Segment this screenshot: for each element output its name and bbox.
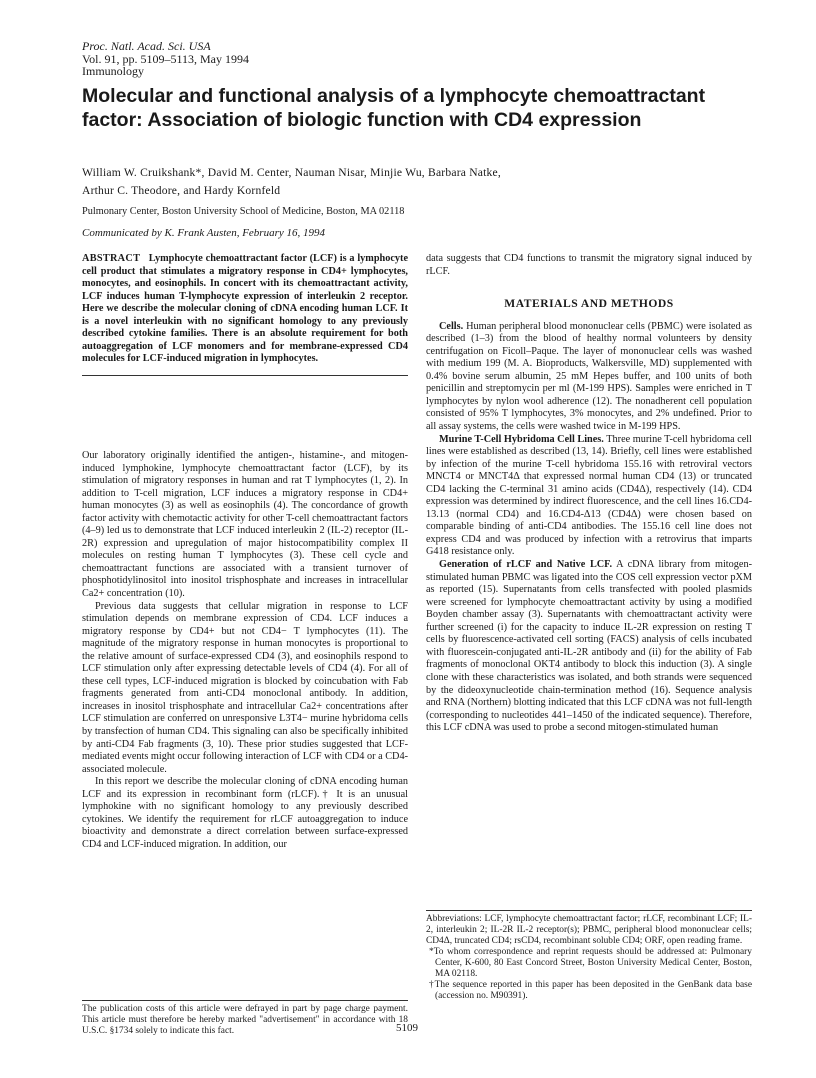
author-line-2: Arthur C. Theodore, and Hardy Kornfeld	[82, 184, 281, 197]
methods-paragraph-generation	[426, 559, 752, 735]
page-number: 5109	[396, 1022, 418, 1034]
author-line-1: William W. Cruikshank*, David M. Center, Nauman Nisar, Minjie Wu, Barbara Natke,	[82, 166, 501, 179]
run-in-heading: Cells.	[439, 320, 464, 332]
paragraph-text: Three murine T-cell hybridoma cell lines were established as described (13, 14). Briefly, cell lines were established by infection of the murine T-cell hybridoma 155.16 with retroviral vectors MNCT4 or MNCT4Δ that expressed normal human CD4 (13) or truncated CD4 lacking the C-terminal 31 amino acids (CD4Δ), respectively (14). CD4 expression was determined by indirect fluorescence, and the cell lines 16.CD4-13.13 (normal CD4) and 16.CD4-Δ13 (CD4Δ) were chosen based on comparable binding of anti-CD4 antibodies. The 155.16 cell line does not express CD4 and was produced by infection with a retrovirus that imparts G418 resistance only.	[426, 433, 752, 558]
journal-name: Proc. Natl. Acad. Sci. USA	[82, 39, 211, 53]
introduction	[82, 450, 408, 852]
paragraph-text: Human peripheral blood mononuclear cells (PBMC) were isolated as described (1–3) from the blood of healthy normal volunteers by density centrifugation on Ficoll–Paque. The layer of mononuclear cells was washed with medium 199 (M. A. Bioproducts, Walkersville, MD) supplemented with 0.4% bovine serum albumin, 25 mM Hepes buffer, and 100 units of both penicillin and streptomycin per ml (M-199 HPS). Samples were enriched in T lymphocytes by nylon wool adherence (12). The nonadherent cell population consisted of 95% T lymphocytes, 3% monocytes, and 2% undefined. Prior to all assay systems, the cells were washed twice in M-199 HPS.	[426, 320, 753, 433]
section-heading: MATERIALS AND METHODS	[504, 297, 674, 311]
abstract-text: Lymphocyte chemoattractant factor (LCF) is a lymphocyte cell product that stimulates a migratory response in CD4+ lymphocytes, monocytes, and eosinophils. In concert with its chemoattractant activity, LCF induces human T-lymphocyte expression of interleukin 2 receptor. Here we describe the molecular cloning of cDNA encoding human LCF. It is a novel interleukin with no significant homology to any previously described cytokine families. There is an absolute requirement for both autoaggregation of LCF monomers and for membrane-expressed CD4 molecules for LCF-induced migration in lymphocytes.	[82, 253, 409, 365]
communicated-by: Communicated by K. Frank Austen, February 16, 1994	[82, 227, 325, 239]
article-title: Molecular and functional analysis of a lymphocyte chemoattractant factor: Association of biologic function with CD4 expression	[82, 85, 706, 131]
footnote-correspondence: *To whom correspondence and reprint requests should be addressed at: Pulmonary Center, K-600, 80 East Concord Street, Boston University Medical Center, Boston, MA 02118.	[429, 947, 752, 979]
volume-info: Vol. 91, pp. 5109–5113, May 1994	[82, 51, 250, 66]
abstract	[82, 253, 408, 376]
journal-header	[82, 40, 249, 78]
section-name: Immunology	[82, 64, 144, 78]
abstract-label: ABSTRACT	[82, 253, 141, 264]
publication-cost-note: The publication costs of this article were defrayed in part by page charge payment. This article must therefore be hereby marked "advertisement" in accordance with 18 U.S.C. §1734 solely to indicate this fact.	[82, 1000, 408, 1037]
affiliation: Pulmonary Center, Boston University School of Medicine, Boston, MA 02118	[82, 206, 405, 217]
footnote-genbank: †The sequence reported in this paper has been deposited in the GenBank data base (accession no. M90391).	[429, 980, 752, 1001]
abbreviations-footnotes	[426, 910, 752, 1002]
paragraph-text: A cDNA library from mitogen-stimulated human PBMC was ligated into the COS cell expression vector pXM as reported (15). Supernatants from cells transfected with pooled plasmids were screened for lymphocyte chemoattractant activity by using a modified Boyden chamber assay (3). Supernatants with chemoattractant activity were further screened (i) for the capacity to induce IL-2R expression on resting T cells by fluorescence-activated cell sorting (FACS) analysis of cells incubated with fluorescein-conjugated anti-IL-2R antibody and (ii) for the ability of Fab fragments of monoclonal OKT4 antibody to block this induction (3). A single clone with these characteristics was isolated, and both strands were sequenced by the dideoxynucleotide chain-termination method (16). Sequence analysis and RNA (Northern) blotting indicated that this LCF cDNA was not full-length (corresponding to nucleotides 441–1450 of the indicated sequence). Therefore, this LCF cDNA was used to probe a second mitogen-stimulated human	[426, 559, 752, 734]
intro-paragraph-1: Our laboratory originally identified the antigen-, histamine-, and mitogen-induced lymphokine, lymphocyte chemoattractant factor (LCF), by its stimulation of migratory responses in human and rat T lymphocytes (1, 2). In addition to T-cell migration, LCF induces a migratory response in CD4+ human monocytes (3) as well as eosinophils (4). The concordance of growth factor activity with chemotactic activity for other T-cell chemoattractant factors (4–9) led us to demonstrate that LCF induced interleukin 2 (IL-2) receptor (IL-2R) expression and upregulation of major histocompatibility complex II molecules on resting human T lymphocytes (3). These cell cycle and chemoattractant functions are associated with a transient turnover of phosphotidylinositol into inositol trisphosphate and increases in intracellular Ca2+ concentration (10).	[82, 450, 408, 600]
run-in-heading: Generation of rLCF and Native LCF.	[439, 559, 613, 571]
intro-paragraph-3: In this report we describe the molecular cloning of cDNA encoding human LCF and its expression in recombinant form (rLCF).† It is an unusual lymphokine with no significant homology to any previously described cytokines. We identify the requirement for rLCF autoaggregation to induce bioactivity and demonstrate a direct correlation between surface-expressed CD4 and LCF-induced migration. In addition, our	[82, 776, 408, 850]
run-in-heading: Murine T-Cell Hybridoma Cell Lines.	[439, 433, 604, 445]
intro-continuation: data suggests that CD4 functions to transmit the migratory signal induced by rLCF.	[426, 253, 752, 277]
methods-paragraph-hybridoma	[426, 434, 752, 559]
abbreviations: Abbreviations: LCF, lymphocyte chemoattractant factor; rLCF, recombinant LCF; IL-2, interleukin 2; IL-2R IL-2 receptor(s); PBMC, peripheral blood mononuclear cells; CD4Δ, truncated CD4; rsCD4, recombinant soluble CD4; ORF, open reading frame.	[426, 914, 752, 946]
author-list	[82, 164, 752, 200]
right-column	[426, 253, 752, 735]
intro-paragraph-2: Previous data suggests that cellular migration in response to LCF stimulation depends on membrane expression of CD4. LCF induces a migratory response by CD4+ but not CD4− T lymphocytes (11). The magnitude of the migratory response in human monocytes is proportional to the relative amount of surface-expressed CD4 (3), and eosinophils respond to LCF stimulation only after expressing detectable levels of CD4 (4). For all of these cell types, LCF-induced migration is blocked by coincubation with Fab fragments generated from anti-CD4 monoclonal antibody. In addition, increases in inositol trisphosphate and intracellular Ca2+ concentrations after LCF stimulation are conferred on unresponsive L3T4− murine hybridoma cells by transfection of human CD4. This signaling can also be specifically inhibited by anti-CD4 Fab fragments (3, 10). These prior studies suggested that LCF-mediated events might occur following interaction of LCF with CD4 or a CD4-associated molecule.	[82, 600, 408, 775]
methods-paragraph-cells	[426, 321, 752, 434]
